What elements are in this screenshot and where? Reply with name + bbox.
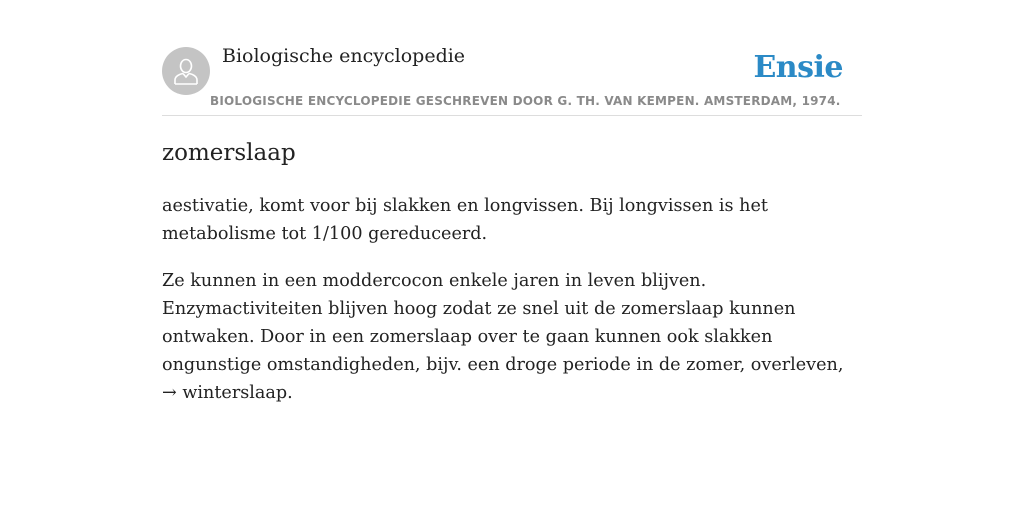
page-container — [162, 0, 862, 403]
article-paragraph: aestivatie, komt voor bij slakken en longvissen. Bij longvissen is het metabolisme tot 1/100 gereduceerd. — [162, 196, 768, 244]
article-body — [162, 192, 862, 426]
brand-logo[interactable]: Ensie — [753, 50, 843, 85]
user-icon[interactable] — [162, 47, 210, 95]
source-name-link[interactable]: Biologische encyclopedie — [222, 45, 466, 67]
article-title: zomerslaap — [162, 140, 296, 166]
source-description: BIOLOGISCHE ENCYCLOPEDIE GESCHREVEN DOOR G. TH. VAN KEMPEN. AMSTERDAM, 1974. — [210, 94, 841, 108]
article-paragraph: Ze kunnen in een moddercocon enkele jaren in leven blijven. Enzymactiviteiten blijven hoog zodat ze snel uit de zomerslaap kunnen ontwaken. Door in een zomerslaap over te gaan kunnen ook slakken ongunstige omstandigheden, bijv. een droge periode in de zomer, overleven, → winterslaap. — [162, 271, 844, 403]
source-header — [162, 0, 862, 116]
